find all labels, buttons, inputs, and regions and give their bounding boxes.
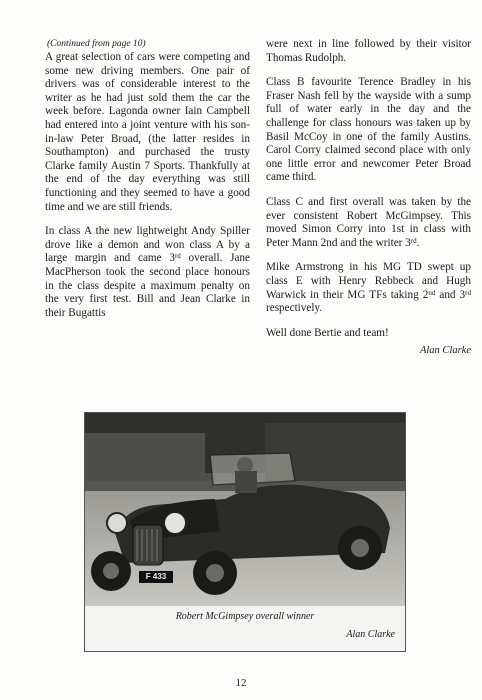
photo-frame bbox=[84, 412, 406, 652]
right-column bbox=[266, 38, 471, 358]
class-a-paragraph bbox=[45, 225, 250, 320]
closing-line: Well done Bertie and team! bbox=[266, 326, 389, 339]
car-photo bbox=[85, 413, 405, 606]
class-c-text-cont: . bbox=[416, 236, 420, 249]
ordinal-suffix: rd bbox=[410, 236, 417, 245]
photo-caption: Robert McGimpsey overall winner bbox=[175, 611, 315, 622]
intro-paragraph: A great selection of cars were competing and some new driving members. One pair of drivers was of considerable interest to the writer as he had just sold them the car the week before. Lagonda owner Iain Campbell had entered into a joint venture with his son-in-law Peter Broad, (the latter resides in Southampton) and purchased the trusty Clarke family Austin 7 Sports. Thankfully at the end of the day everything was still functioning and they seemed to have a good time and we are still friends. bbox=[45, 51, 250, 213]
ordinal-suffix: nd bbox=[428, 288, 436, 297]
class-a-text-cont: overall. Jane MacPherson took the second place honours in the class despite a maximum penalty on the very first test. Bill and Jean Clarke in their Bugattis bbox=[45, 252, 250, 319]
number-plate-text: F 433 bbox=[145, 572, 167, 581]
class-c-paragraph bbox=[266, 196, 471, 250]
class-a-text: In class A the new lightweight Andy Spiller drove like a demon and won class A by a large margin and came 3 bbox=[45, 225, 250, 265]
class-e-text-cont: and 3 bbox=[435, 288, 466, 301]
class-e-text: Mike Armstrong in his MG TD swept up class E with Henry Rebbeck and Hugh Warwick in their MG TFs taking 2 bbox=[266, 261, 471, 301]
left-column bbox=[45, 38, 250, 331]
car-photo-illustration bbox=[85, 413, 405, 606]
page-number: 12 bbox=[235, 677, 247, 689]
class-b-paragraph: Class B favourite Terence Bradley in his Fraser Nash fell by the wayside with a sump full of water early in the day and the challenge for class honours was taken up by Basil McCoy in one of the family Austins. Carol Corry claimed second place with only one little error and newcomer Peter Broad came third. bbox=[266, 76, 471, 184]
continued-paragraph: were next in line followed by their visitor Thomas Rudolph. bbox=[266, 38, 471, 64]
author-signature: Alan Clarke bbox=[419, 345, 471, 357]
class-c-text: Class C and first overall was taken by the ever consistent Robert McGimpsey. This moved Simon Corry into 1st in class with Peter Mann 2nd and the writer 3 bbox=[266, 195, 471, 249]
class-e-text-end: respectively. bbox=[266, 302, 323, 315]
photo-credit: Alan Clarke bbox=[346, 629, 395, 640]
continued-note: (Continued from page 10) bbox=[47, 39, 146, 49]
ordinal-suffix: rd bbox=[465, 288, 471, 297]
class-e-paragraph bbox=[266, 261, 471, 315]
ordinal-suffix: rd bbox=[174, 252, 181, 261]
